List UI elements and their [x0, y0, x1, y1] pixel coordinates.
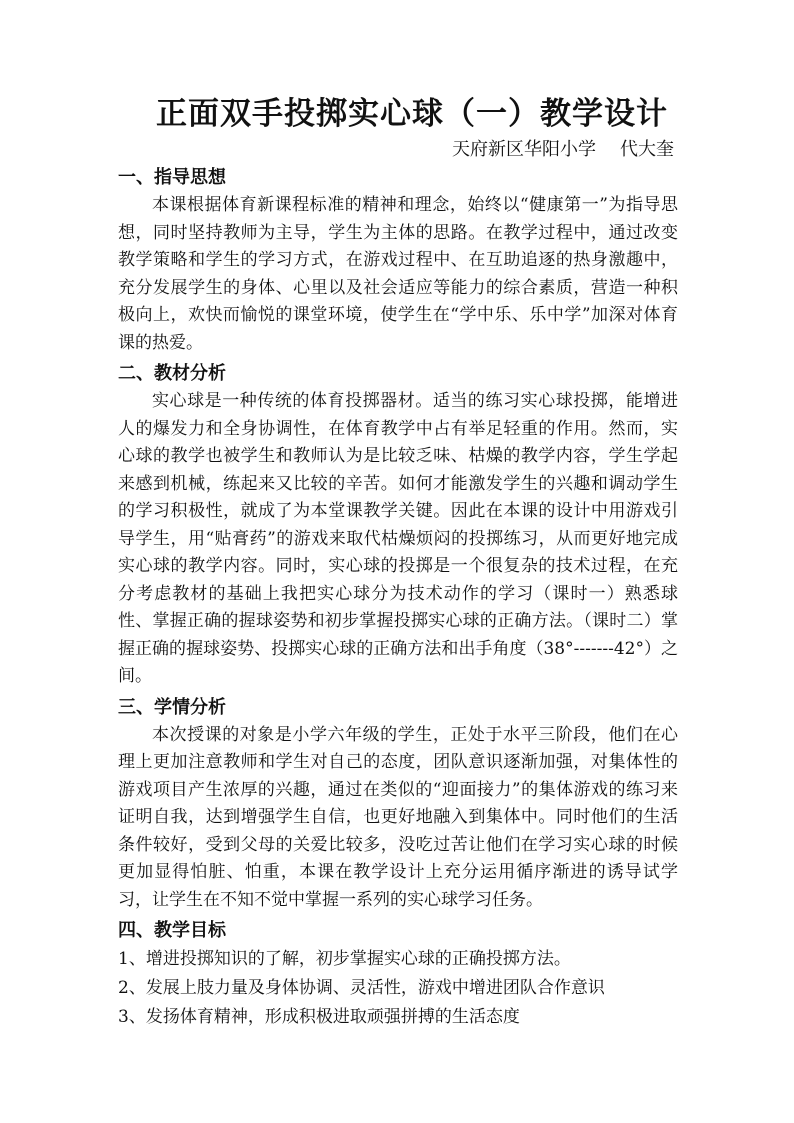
- goal-item: 2、发展上肢力量及身体协调、灵活性，游戏中增进团队合作意识: [118, 978, 605, 998]
- author-school: 天府新区华阳小学: [452, 139, 596, 160]
- section-heading-material-analysis: 二、教材分析: [118, 363, 226, 384]
- section-paragraph-material-analysis: 实心球是一种传统的体育投掷器材。适当的练习实心球投掷，能增进人的爆发力和全身协调性，在体育教学中占有举足轻重的作用。然而，实心球的教学也被学生和教师认为是比较乏味、枯燥的教学内容，学生学起来感到机械，练起来又比较的辛苦。如何才能激发学生的兴趣和调动学生的学习积极性，就成了为本堂课教学关键。因此在本课的设计中用游戏引导学生，用“贴膏药”的游戏来取代枯燥烦闷的投掷练习，从而更好地完成实心球的教学内容。同时，实心球的投掷是一个很复杂的技术过程，在充分考虑教材的基础上我把实心球分为技术动作的学习（课时一）熟悉球性、掌握正确的握球姿势和初步掌握投掷实心球的正确方法。（课时二）掌握正确的握球姿势、投掷实心球的正确方法和出手角度（38°-------42°）之间。: [118, 391, 678, 686]
- section-paragraph-learner-analysis: 本次授课的对象是小学六年级的学生，正处于水平三阶段，他们在心理上更加注意教师和学生对自己的态度，团队意识逐渐加强，对集体性的游戏项目产生浓厚的兴趣，通过在类似的“迎面接力”的集体游戏的练习来证明自我，达到增强学生自信，也更好地融入到集体中。同时他们的生活条件较好，受到父母的关爱比较多，没吃过苦让他们在学习实心球的时候更加显得怕脏、怕重，本课在教学设计上充分运用循序渐进的诱导试学习，让学生在不知不觉中掌握一系列的实心球学习任务。: [118, 724, 678, 910]
- author-name: 代大奎: [620, 139, 674, 160]
- goal-item: 3、发扬体育精神，形成积极进取顽强拼搏的生活态度: [118, 1007, 520, 1027]
- section-heading-teaching-goals: 四、教学目标: [118, 920, 226, 941]
- document-title: 正面双手投掷实心球（一）教学设计: [156, 96, 668, 132]
- section-paragraph-guiding-ideology: 本课根据体育新课程标准的精神和理念，始终以“健康第一”为指导思想，同时坚持教师为主导，学生为主体的思路。在教学过程中，通过改变教学策略和学生的学习方式，在游戏过程中、在互助追逐的热身激趣中，充分发展学生的身体、心里以及社会适应等能力的综合素质，营造一种积极向上，欢快而愉悦的课堂环境，使学生在“学中乐、乐中学”加深对体育课的热爱。: [118, 195, 678, 353]
- section-heading-learner-analysis: 三、学情分析: [118, 696, 226, 718]
- section-heading-guiding-ideology: 一、指导思想: [118, 167, 226, 188]
- document-page: [118, 94, 678, 1032]
- author-line: [118, 136, 674, 163]
- goal-item: 1、增进投掷知识的了解，初步掌握实心球的正确投掷方法。: [118, 949, 571, 969]
